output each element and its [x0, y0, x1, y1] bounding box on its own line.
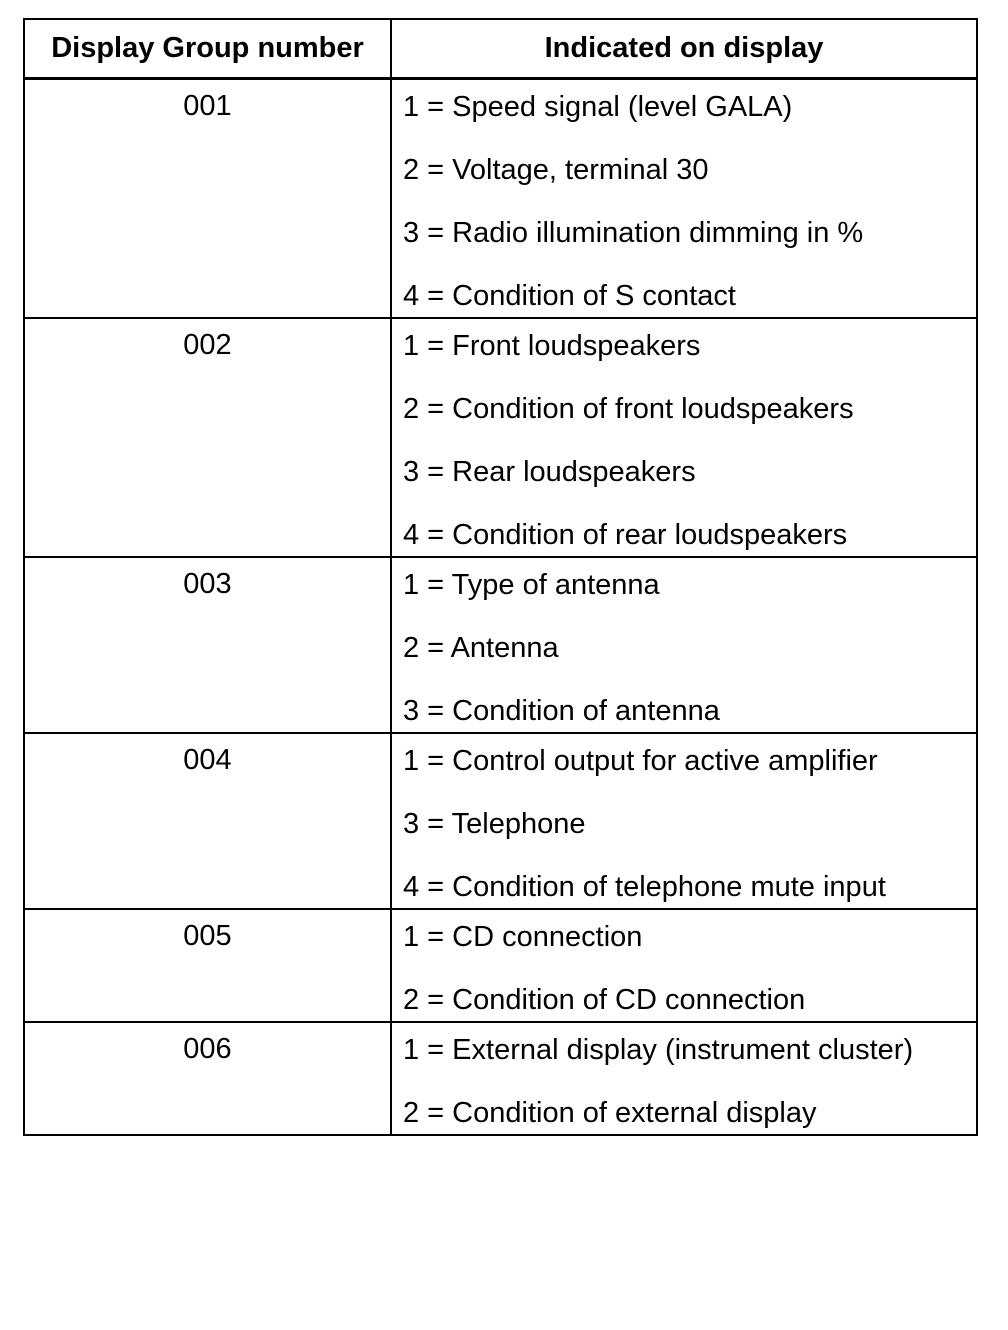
table-row: [24, 909, 977, 1022]
display-items: [391, 318, 977, 557]
display-item: 4 = Condition of rear loudspeakers: [403, 519, 848, 551]
group-number: 005: [24, 909, 391, 1022]
display-item: 2 = Antenna: [403, 632, 559, 664]
table-row: [24, 733, 977, 909]
display-item: 3 = Telephone: [403, 808, 586, 840]
table-header-row: [24, 19, 977, 79]
header-indicated-on-display: Indicated on display: [391, 19, 977, 79]
display-item: 1 = Type of antenna: [403, 569, 660, 601]
display-items: [391, 733, 977, 909]
table-row: [24, 79, 977, 319]
display-item: 1 = Front loudspeakers: [403, 330, 701, 362]
group-number: 001: [24, 79, 391, 319]
table-row: [24, 318, 977, 557]
display-item: 4 = Condition of telephone mute input: [403, 871, 886, 903]
display-items: [391, 1022, 977, 1135]
display-item: 3 = Condition of antenna: [403, 695, 720, 727]
display-item: 2 = Condition of external display: [403, 1097, 817, 1129]
display-item: 4 = Condition of S contact: [403, 280, 736, 312]
display-items: [391, 909, 977, 1022]
display-item: 2 = Voltage, terminal 30: [403, 154, 709, 186]
group-number: 004: [24, 733, 391, 909]
display-group-table: [23, 18, 978, 1136]
display-item: 2 = Condition of front loudspeakers: [403, 393, 854, 425]
group-number: 006: [24, 1022, 391, 1135]
display-items: [391, 79, 977, 319]
display-item: 1 = Control output for active amplifier: [403, 745, 878, 777]
display-item: 1 = CD connection: [403, 921, 643, 953]
table-row: [24, 1022, 977, 1135]
display-item: 1 = External display (instrument cluster): [403, 1034, 914, 1066]
group-number: 003: [24, 557, 391, 733]
display-item: 2 = Condition of CD connection: [403, 984, 806, 1016]
display-items: [391, 557, 977, 733]
group-number: 002: [24, 318, 391, 557]
display-item: 1 = Speed signal (level GALA): [403, 91, 793, 123]
table-row: [24, 557, 977, 733]
display-item: 3 = Radio illumination dimming in %: [403, 217, 864, 249]
display-item: 3 = Rear loudspeakers: [403, 456, 696, 488]
header-display-group-number: Display Group number: [24, 19, 391, 79]
